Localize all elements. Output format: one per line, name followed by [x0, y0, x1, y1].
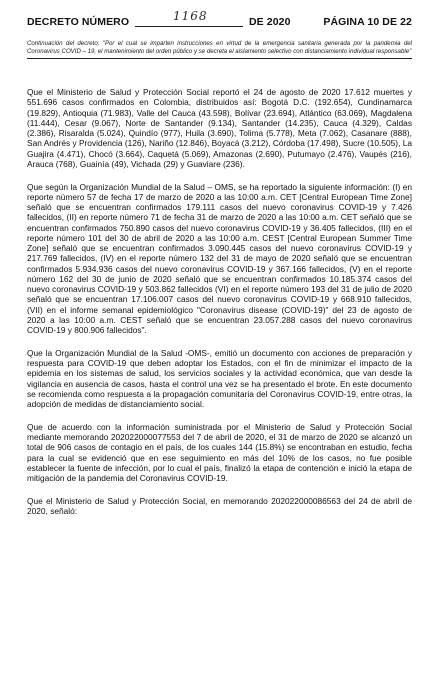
page-indicator: PÁGINA 10 DE 22 — [323, 16, 412, 28]
paragraph-oms-document: Que la Organización Mundial de la Salud -OMS-, emitió un documento con acciones de preparación y respuesta para COVID-19 que deben adoptar los Estados, con el fin de minimizar el impacto de la epidemia en los sistemas de salud, los servicios sociales y la actividad económica, que van desde la vigilancia en ausencia de casos, hasta el control una vez se ha presentado el brote. En este documento se recomienda como respuesta a la propagación comunitaria del Coronavirus COVID-19, entre otras, la adopción de medidas de distanciamiento social. — [27, 347, 412, 410]
page-header — [27, 9, 412, 30]
continuation-note: Continuación del decreto: "Por el cual se imparten instrucciones en virtud de la emergencia sanitaria generada por la pandemia del Coronavirus COVID – 19, el mantenimiento del orden público y se decreta el aislamiento selectivo con distanciamiento individual responsable" — [27, 40, 412, 55]
decree-label: DECRETO NÚMERO — [27, 16, 130, 28]
paragraph-oms-reports: Que según la Organización Mundial de la Salud – OMS, se ha reportado la siguiente información: (I) en reporte número 57 de fecha 17 de marzo de 2020 a las 10:00 a.m. CET [Central European Time Zone] señaló que se encuentran confirmados 179.111 casos del nuevo coronavirus COVID-19 y 7.426 fallecidos, (II) en reporte número 71 de fecha 31 de marzo de 2020 a las 10:00 a.m. CET señaló que se encuentran confirmados 750.890 casos del nuevo coronavirus COVID-19 y 36.405 fallecidos, (III) en el reporte número 101 del 30 de abril de 2020 a las 10:00 a.m. CEST [Central European Summer Time Zone] señaló que se encuentran confirmados 3.090.445 casos del nuevo coronavirus COVID-19 y 217.769 fallecidos, (IV) en el reporte número 132 del 31 de mayo de 2020 señaló que se encuentran confirmados 5.934.936 casos del nuevo coronavirus COVID-19 y 367.166 fallecidos, (V) en el reporte número 162 del 30 de junio de 2020 señaló que se encuentran confirmados 10.185.374 casos del nuevo coronavirus COVID-19 y 503.862 fallecidos (VI) en el reporte número 193 del 31 de julio de 2020 señaló que se encuentran 17.106.007 casos del nuevo coronavirus COVID-19 y 668.910 fallecidos, (VII) en el informe semanal epidemiológico "Coronavirus disease (COVID-19)" del 23 de agosto de 2020 a las 10:00 a.m. CEST señaló que se encuentran 23.057.288 casos del nuevo coronavirus COVID-19 y 800.906 fallecidos". — [27, 181, 412, 336]
decree-number: 1168 — [173, 9, 208, 23]
decree-number-line — [135, 9, 243, 27]
header-divider — [27, 58, 412, 59]
paragraph-ministry-memo-april: Que el Ministerio de Salud y Protección Social, en memorando 202022000086563 del 24 de abril de 2020, señaló: — [27, 495, 412, 517]
decree-year: DE 2020 — [249, 16, 291, 28]
document-body — [27, 87, 412, 516]
paragraph-ministry-memo: Que de acuerdo con la información suministrada por el Ministerio de Salud y Protección Social mediante memorando 202022000077553 del 7 de abril de 2020, el 31 de marzo de 2020 se alcanzó un total de 906 casos de contagio en el país, de los cuales 144 (15.8%) se encontraban en estudio, fecha para la cual se evidenció que en ese seguimiento en más del 10% de los casos, no fue posible establecer la fuente de infección, por lo cual el país, finalizó la etapa de contención e inició la etapa de mitigación de la pandemia del Coronavirus COVID-19. — [27, 421, 412, 484]
paragraph-cases-colombia: Que el Ministerio de Salud y Protección Social reportó el 24 de agosto de 2020 17.612 muertes y 551.696 casos confirmados en Colombia, distribuidos así: Bogotá D.C. (192.654), Cundinamarca (19.829), Antioquia (71.983), Valle del Cauca (43.598), Bolívar (23.694), Atlántico (63.069), Magdalena (11.444), Cesar (9.067), Norte de Santander (9.134), Santander (14.235), Cauca (4.329), Caldas (2.386), Risaralda (5.024), Quindío (977), Huila (3.690), Tolima (5.778), Meta (7.062), Casanare (888), San Andrés y Providencia (126), Nariño (12.846), Boyacá (3.212), Córdoba (17.498), Sucre (10.505), La Guajira (4.471), Chocó (3.664), Caquetá (5.069), Amazonas (2.690), Putumayo (2.476), Vaupés (216), Arauca (768), Guainía (49), Vichada (29) y Guaviare (236). — [27, 87, 412, 169]
